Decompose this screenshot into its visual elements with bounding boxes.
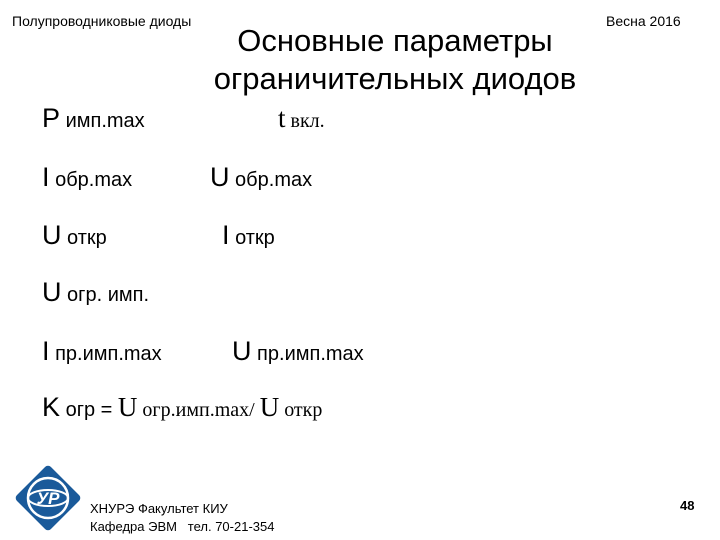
param-u-pr-imp-max [232,336,364,367]
footer-university: ХНУРЭ Факультет КИУ [90,501,228,516]
param-subscript: имп.max [60,110,145,132]
svg-text:УР: УР [36,489,60,508]
param-subscript: огр. имп. [61,284,150,306]
param-u-obr-max [210,162,312,193]
param-subscript: обр.max [49,169,133,191]
footer-department: Кафедра ЭВМ тел. 70-21-354 [90,519,275,534]
slide-title [180,22,610,98]
limiting-coefficient-formula [42,392,322,423]
param-symbol: U [210,162,230,192]
formula-k-sub: огр [60,399,96,421]
formula-slash: / [249,399,260,421]
param-symbol: I [42,336,50,366]
formula-u1-sub: огр.имп.max [137,399,250,421]
param-u-ogr-imp [42,277,149,308]
formula-u2: U [259,392,280,422]
university-logo [12,462,84,534]
param-i-pr-imp-max [42,336,162,367]
param-subscript: пр.имп.max [251,343,364,365]
section-label: Полупроводниковые диоды [12,13,192,29]
param-u-otkr [42,220,107,251]
param-subscript: откр [61,227,107,249]
param-symbol: U [232,336,252,366]
param-t-vkl [278,103,325,134]
param-subscript: откр [229,227,275,249]
param-subscript: пр.имп.max [49,343,162,365]
page-number: 48 [680,498,695,513]
param-symbol: U [42,220,62,250]
param-symbol: P [42,103,61,133]
title-line-2: ограничительных диодов [213,61,577,96]
param-p-imp-max [42,103,145,134]
formula-k: K [42,392,61,422]
param-i-obr-max [42,162,132,193]
formula-u2-sub: откр [279,399,323,421]
formula-equals: = [95,399,118,421]
param-subscript: обр.max [229,169,313,191]
param-subscript: вкл. [285,110,325,132]
formula-u1: U [117,392,138,422]
param-symbol: I [222,220,230,250]
param-i-otkr [222,220,275,251]
param-symbol: I [42,162,50,192]
semester-label: Весна 2016 [606,13,681,29]
param-symbol: U [42,277,62,307]
title-line-1: Основные параметры [237,23,553,58]
param-symbol: t [278,103,286,133]
